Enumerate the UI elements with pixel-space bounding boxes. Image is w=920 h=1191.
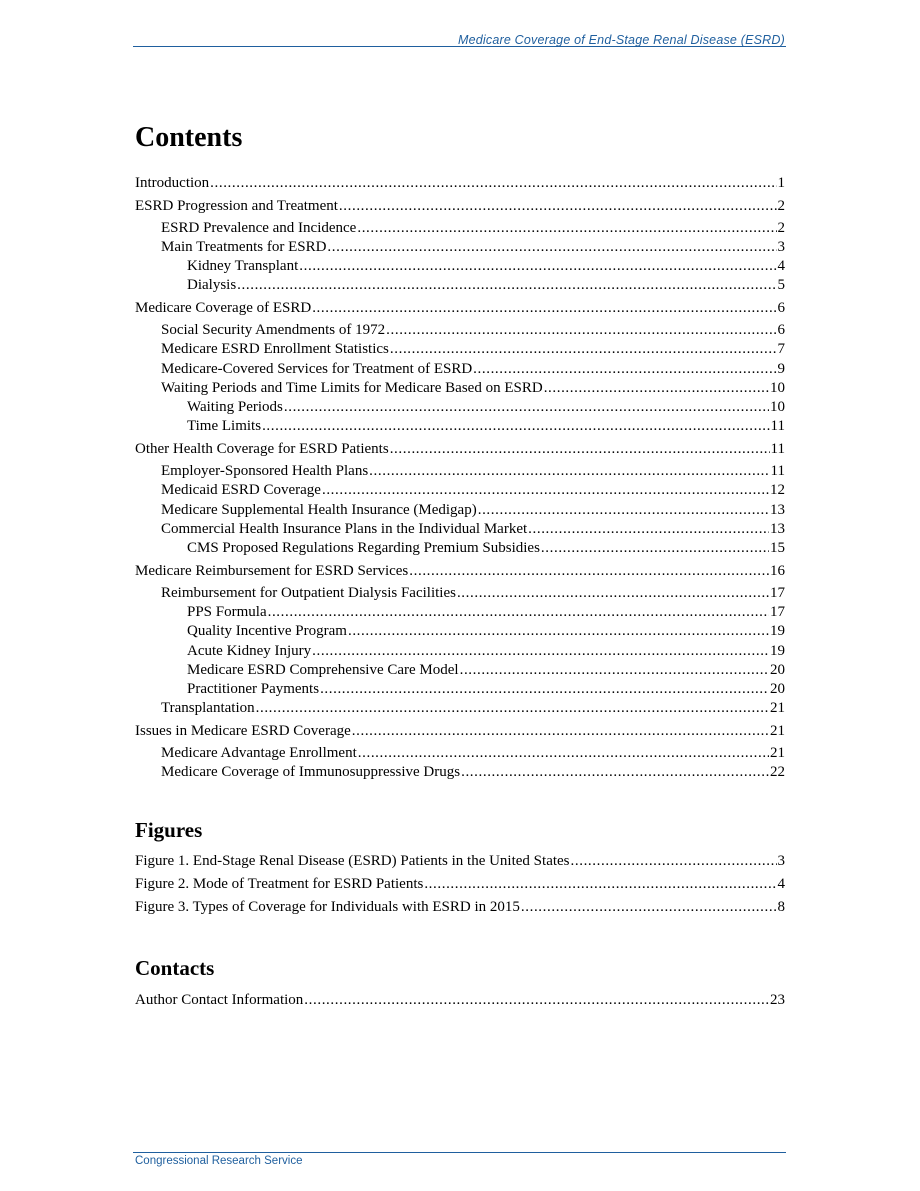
toc-entry-page[interactable]: 11 [770, 418, 785, 434]
toc-entry-title[interactable]: Time Limits [187, 418, 262, 434]
toc-entry-title[interactable]: Medicare Supplemental Health Insurance (Medigap) [161, 502, 477, 518]
toc-entry-page[interactable]: 15 [770, 540, 785, 556]
dot-leader [304, 991, 769, 1009]
toc-entry[interactable] [135, 763, 785, 781]
dot-leader [461, 763, 769, 781]
toc-entry[interactable] [135, 299, 785, 317]
toc-entry-title[interactable]: Employer-Sponsored Health Plans [161, 463, 369, 479]
dot-leader [521, 898, 777, 916]
toc-entry-page[interactable]: 6 [777, 300, 785, 316]
toc-entry[interactable] [135, 852, 785, 870]
toc-entry[interactable] [135, 722, 785, 740]
toc-entry-title[interactable]: Introduction [135, 175, 210, 191]
toc-entry-title[interactable]: Social Security Amendments of 1972 [161, 322, 386, 338]
toc-entry-page[interactable]: 3 [777, 853, 785, 869]
toc-entry-page[interactable]: 3 [777, 239, 785, 255]
toc-entry-title[interactable]: Figure 1. End-Stage Renal Disease (ESRD) Patients in the United States [135, 853, 570, 869]
toc-entry-title[interactable]: CMS Proposed Regulations Regarding Premium Subsidies [187, 540, 540, 556]
running-header-title: Medicare Coverage of End-Stage Renal Disease (ESRD) [457, 33, 785, 47]
toc-entry-page[interactable]: 7 [777, 341, 785, 357]
dot-leader [299, 257, 776, 275]
toc-entry-page[interactable]: 13 [770, 521, 785, 537]
dot-leader [457, 584, 769, 602]
dot-leader [386, 321, 776, 339]
toc-entry-title[interactable]: Kidney Transplant [187, 258, 299, 274]
toc-entry-page[interactable]: 8 [777, 899, 785, 915]
toc-entry-page[interactable]: 23 [770, 992, 785, 1008]
dot-leader [544, 379, 769, 397]
toc-entry-title[interactable]: Commercial Health Insurance Plans in the Individual Market [161, 521, 528, 537]
toc-entry-page[interactable]: 21 [770, 700, 785, 716]
toc-entry-title[interactable]: ESRD Prevalence and Incidence [161, 220, 357, 236]
toc-entry-page[interactable]: 16 [770, 563, 785, 579]
toc-entry[interactable] [135, 875, 785, 893]
toc-entry[interactable] [135, 238, 785, 256]
toc-entry-title[interactable]: ESRD Progression and Treatment [135, 198, 338, 214]
toc-entry-title[interactable]: Issues in Medicare ESRD Coverage [135, 723, 351, 739]
dot-leader [284, 398, 769, 416]
toc-entry-page[interactable]: 2 [777, 198, 785, 214]
toc-entry[interactable] [135, 744, 785, 762]
toc-entry-title[interactable]: PPS Formula [187, 604, 267, 620]
dot-leader [339, 197, 777, 215]
toc-entry-title[interactable]: Medicare Advantage Enrollment [161, 745, 357, 761]
toc-entry-page[interactable]: 13 [770, 502, 785, 518]
toc-entry-title[interactable]: Figure 3. Types of Coverage for Individuals with ESRD in 2015 [135, 899, 520, 915]
toc-entry[interactable] [135, 898, 785, 916]
dot-leader [320, 680, 769, 698]
toc-entry-title[interactable]: Medicare-Covered Services for Treatment of ESRD [161, 361, 473, 377]
toc-entry[interactable] [135, 462, 785, 480]
toc-entry-title[interactable]: Figure 2. Mode of Treatment for ESRD Patients [135, 876, 424, 892]
toc-entry-title[interactable]: Author Contact Information [135, 992, 304, 1008]
dot-leader [210, 174, 776, 192]
toc-entry-title[interactable]: Dialysis [187, 277, 237, 293]
toc-entry-title[interactable]: Medicare Reimbursement for ESRD Services [135, 563, 409, 579]
dot-leader [256, 699, 769, 717]
dot-leader [357, 219, 776, 237]
toc-entry[interactable] [135, 360, 785, 378]
toc-entry-page[interactable]: 20 [770, 662, 785, 678]
toc-entry[interactable] [135, 622, 785, 640]
toc-entry-page[interactable]: 4 [777, 258, 785, 274]
toc-entry-title[interactable]: Practitioner Payments [187, 681, 320, 697]
toc-entry-title[interactable]: Other Health Coverage for ESRD Patients [135, 441, 389, 457]
toc-entry[interactable] [135, 481, 785, 499]
toc-entry-page[interactable]: 21 [770, 745, 785, 761]
toc-entry-page[interactable]: 17 [770, 585, 785, 601]
dot-leader [390, 440, 770, 458]
toc-entry-title[interactable]: Main Treatments for ESRD [161, 239, 327, 255]
toc-entry-page[interactable]: 2 [777, 220, 785, 236]
toc-entry-title[interactable]: Transplantation [161, 700, 255, 716]
toc-entry[interactable] [135, 680, 785, 698]
toc-entry-title[interactable]: Quality Incentive Program [187, 623, 347, 639]
footer-rule [133, 1152, 786, 1153]
dot-leader [424, 875, 776, 893]
toc-entry[interactable] [135, 539, 785, 557]
toc-entry[interactable] [135, 661, 785, 679]
toc-entry[interactable] [135, 174, 785, 192]
toc-entry-page[interactable]: 17 [770, 604, 785, 620]
toc-entry-title[interactable]: Medicare ESRD Comprehensive Care Model [187, 662, 459, 678]
toc-entry-page[interactable]: 11 [770, 441, 785, 457]
dot-leader [348, 622, 769, 640]
toc-entry-page[interactable]: 12 [770, 482, 785, 498]
dot-leader [409, 562, 769, 580]
toc-entry[interactable] [135, 501, 785, 519]
dot-leader [312, 642, 769, 660]
toc-entry[interactable] [135, 379, 785, 397]
toc-entry-page[interactable]: 10 [770, 380, 785, 396]
toc-entry[interactable] [135, 440, 785, 458]
toc-entry[interactable] [135, 520, 785, 538]
dot-leader [478, 501, 769, 519]
dot-leader [460, 661, 769, 679]
header-rule [133, 46, 786, 47]
dot-leader [390, 340, 777, 358]
toc-entry[interactable] [135, 991, 785, 1009]
footer-text: Congressional Research Service [135, 1155, 303, 1167]
toc-entry[interactable] [135, 562, 785, 580]
toc-entry[interactable] [135, 642, 785, 660]
toc-entry-title[interactable]: Waiting Periods and Time Limits for Medicare Based on ESRD [161, 380, 543, 396]
toc-entry-title[interactable]: Acute Kidney Injury [187, 643, 312, 659]
dot-leader [312, 299, 776, 317]
toc-entry[interactable] [135, 321, 785, 339]
dot-leader [541, 539, 769, 557]
toc-entry-page[interactable]: 5 [777, 277, 785, 293]
dot-leader [352, 722, 769, 740]
dot-leader [327, 238, 776, 256]
toc-entry-title[interactable]: Medicare Coverage of ESRD [135, 300, 312, 316]
toc-entry[interactable] [135, 340, 785, 358]
dot-leader [262, 417, 769, 435]
dot-leader [322, 481, 769, 499]
toc-entry-page[interactable]: 11 [770, 463, 785, 479]
toc-entry-page[interactable]: 21 [770, 723, 785, 739]
toc-entry-page[interactable]: 19 [770, 623, 785, 639]
toc-entry[interactable] [135, 219, 785, 237]
dot-leader [571, 852, 777, 870]
toc-entry-title[interactable]: Waiting Periods [187, 399, 283, 415]
dot-leader [473, 360, 776, 378]
contents-heading: Contents [135, 122, 243, 153]
toc-entry-page[interactable]: 22 [770, 764, 785, 780]
dot-leader [268, 603, 769, 621]
toc-entry-title[interactable]: Medicare Coverage of Immunosuppressive Drugs [161, 764, 461, 780]
toc-entry[interactable] [135, 699, 785, 717]
dot-leader [528, 520, 769, 538]
toc-entry-page[interactable]: 9 [777, 361, 785, 377]
figures-heading: Figures [135, 818, 203, 842]
toc-entry[interactable] [135, 417, 785, 435]
toc-entry[interactable] [135, 257, 785, 275]
toc-entry[interactable] [135, 197, 785, 215]
toc-entry[interactable] [135, 584, 785, 602]
toc-entry-title[interactable]: Medicaid ESRD Coverage [161, 482, 321, 498]
toc-entry-page[interactable]: 4 [777, 876, 785, 892]
toc-entry-title[interactable]: Medicare ESRD Enrollment Statistics [161, 341, 389, 357]
toc-entry[interactable] [135, 276, 785, 294]
toc-entry-page[interactable]: 1 [777, 175, 785, 191]
toc-entry-page[interactable]: 10 [770, 399, 785, 415]
toc-entry-page[interactable]: 19 [770, 643, 785, 659]
toc-entry[interactable] [135, 398, 785, 416]
dot-leader [369, 462, 769, 480]
toc-entry-page[interactable]: 20 [770, 681, 785, 697]
toc-entry-title[interactable]: Reimbursement for Outpatient Dialysis Facilities [161, 585, 456, 601]
toc-entry[interactable] [135, 603, 785, 621]
contacts-heading: Contacts [135, 956, 215, 980]
dot-leader [237, 276, 776, 294]
dot-leader [358, 744, 769, 762]
toc-entry-page[interactable]: 6 [777, 322, 785, 338]
